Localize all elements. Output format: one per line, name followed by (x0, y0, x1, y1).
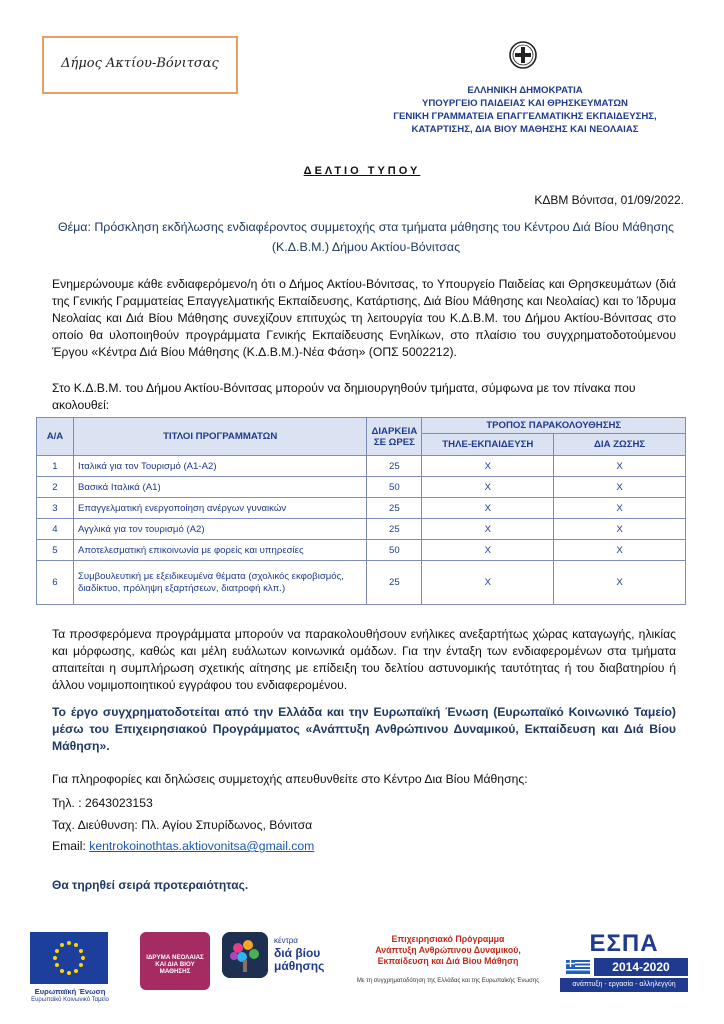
row-aa: 5 (37, 540, 74, 561)
priority-note: Θα τηρηθεί σειρά προτεραιότητας. (52, 878, 249, 892)
dateline: ΚΔΒΜ Βόνιτσα, 01/09/2022. (534, 193, 684, 207)
header-remote: ΤΗΛΕ-ΕΚΠΑΙΔΕΥΣΗ (422, 434, 554, 456)
ministry-line: ΕΛΛΗΝΙΚΗ ΔΗΜΟΚΡΑΤΙΑ (467, 85, 583, 96)
email-link[interactable]: kentrokoinothtas.aktiovonitsa@gmail.com (89, 839, 315, 853)
eu-caption-sub: Ευρωπαϊκό Κοινωνικό Ταμείο (31, 997, 109, 1003)
table-row (37, 498, 686, 519)
municipality-label: Δήμος Ακτίου-Βόνιτσας (61, 56, 219, 71)
eu-flag-icon (30, 932, 108, 984)
row-title: Ιταλικά για τον Τουρισμό (Α1-Α2) (73, 456, 366, 477)
row-remote: Χ (422, 561, 554, 605)
row-title: Συμβουλευτική με εξειδικευμένα θέματα (σχολικός εκφοβισμός, διαδίκτυο, πρόληψη εξαρτήσεων, διατροφή κλπ.) (73, 561, 366, 605)
row-hours: 50 (367, 477, 422, 498)
kdvm-main-label-2: μάθησης (274, 959, 325, 973)
table-intro-paragraph: Στο Κ.Δ.Β.Μ. του Δήμου Ακτίου-Βόνιτσας μπορούν να δημιουργηθούν τμήματα, σύμφωνα με τον πίνακα που ακολουθεί: (52, 381, 636, 412)
row-title: Επαγγελματική ενεργοποίηση ανέργων γυναικών (73, 498, 366, 519)
row-hours: 25 (367, 519, 422, 540)
ministry-line: ΚΑΤΑΡΤΙΣΗΣ, ΔΙΑ ΒΙΟΥ ΜΑΘΗΣΗΣ ΚΑΙ ΝΕΟΛΑΙΑΣ (411, 124, 639, 135)
row-title: Αγγλικά για τον τουρισμό (Α2) (73, 519, 366, 540)
greek-emblem-icon (508, 40, 538, 70)
espa-tagline: ανάπτυξη - εργασία - αλληλεγγύη (560, 978, 688, 992)
table-row (37, 477, 686, 498)
ministry-line: ΓΕΝΙΚΗ ΓΡΑΜΜΑΤΕΙΑ ΕΠΑΓΓΕΛΜΑΤΙΚΗΣ ΕΚΠΑΙΔΕΥΣΗΣ, (393, 111, 657, 122)
table-row (37, 540, 686, 561)
row-live: Χ (554, 540, 686, 561)
row-live: Χ (554, 498, 686, 519)
row-hours: 25 (367, 561, 422, 605)
row-aa: 6 (37, 561, 74, 605)
header-duration: ΔΙΑΡΚΕΙΑ ΣΕ ΩΡΕΣ (367, 418, 422, 456)
espa-years: 2014-2020 (594, 958, 688, 976)
funding-paragraph: Το έργο συγχρηματοδοτείται από την Ελλάδα και την Ευρωπαϊκή Ένωση (Ευρωπαϊκό Κοινωνικό Ταμείο) μέσω του Επιχειρησιακού Προγράμματος «Ανάπτυξη Ανθρώπινου Δυναμικού, Εκπαίδευση και Διά Βίου Μάθηση». (52, 705, 676, 753)
row-remote: Χ (422, 498, 554, 519)
row-title: Αποτελεσματική επικοινωνία με φορείς και υπηρεσίες (73, 540, 366, 561)
row-aa: 4 (37, 519, 74, 540)
eu-caption-title: Ευρωπαϊκή Ένωση (34, 987, 106, 996)
kdvm-main-label-1: διά βίου (274, 946, 321, 960)
row-hours: 25 (367, 456, 422, 477)
operational-programme-logo (344, 934, 552, 967)
espa-title: ΕΣΠΑ (589, 930, 659, 957)
contact-email-row (52, 839, 314, 853)
contact-intro: Για πληροφορίες και δηλώσεις συμμετοχής απευθυνθείτε στο Κέντρο Δια Βίου Μάθησης: (52, 772, 528, 786)
lifelong-learning-tree-icon (222, 932, 268, 978)
table-row (37, 519, 686, 540)
table-row (37, 561, 686, 605)
op-caption: Με τη συγχρηματοδότηση της Ελλάδας και της Ευρωπαϊκής Ένωσης (356, 978, 540, 984)
email-label: Email: (52, 839, 90, 853)
espa-logo (560, 930, 688, 992)
row-aa: 3 (37, 498, 74, 519)
header-aa: Α/Α (37, 418, 74, 456)
row-live: Χ (554, 561, 686, 605)
header-mode: ΤΡΟΠΟΣ ΠΑΡΑΚΟΛΟΥΘΗΣΗΣ (422, 418, 686, 434)
contact-address: Ταχ. Διεύθυνση: Πλ. Αγίου Σπυρίδωνος, Βόνιτσα (52, 818, 313, 832)
municipality-logo-box (42, 36, 238, 94)
row-remote: Χ (422, 477, 554, 498)
row-hours: 50 (367, 540, 422, 561)
contact-phone: Τηλ. : 2643023153 (52, 796, 153, 810)
ministry-line: ΥΠΟΥΡΓΕΙΟ ΠΑΙΔΕΙΑΣ ΚΑΙ ΘΡΗΣΚΕΥΜΑΤΩΝ (421, 98, 628, 109)
header-titles: ΤΙΤΛΟΙ ΠΡΟΓΡΑΜΜΑΤΩΝ (73, 418, 366, 456)
op-line: Ανάπτυξη Ανθρώπινου Δυναμικού, (375, 945, 521, 955)
youth-foundation-logo (140, 932, 210, 990)
programs-table (36, 417, 686, 605)
eligibility-paragraph: Τα προσφερόμενα προγράμματα μπορούν να παρακολουθήσουν ενήλικες ανεξαρτήτως χώρας καταγωγής, ηλικίας και μόρφωσης, καθώς και μέλη ευάλωτων κοινωνικά ομάδων. Για την ένταξη των ενδιαφερομένων στα τμήματα απαιτείται η συμπλήρωση σχετικής αίτησης με επίδειξη του δελτίου αστυνομικής ταυτότητας ή του διαβατηρίου ή άλλου νομιμοποιητικού εγγράφου του ενδιαφερομένου. (52, 627, 676, 692)
lifelong-learning-logo-text (274, 934, 324, 973)
press-release-title: ΔΕΛΤΙΟ ΤΥΠΟΥ (303, 165, 421, 177)
youth-logo-text: ΙΔΡΥΜΑ ΝΕΟΛΑΙΑΣ ΚΑΙ ΔΙΑ ΒΙΟΥ ΜΑΘΗΣΗΣ (146, 954, 204, 975)
row-remote: Χ (422, 540, 554, 561)
row-title: Βασικά Ιταλικά (Α1) (73, 477, 366, 498)
row-aa: 1 (37, 456, 74, 477)
row-remote: Χ (422, 456, 554, 477)
eu-caption (22, 987, 118, 1005)
intro-paragraph: Ενημερώνουμε κάθε ενδιαφερόμενο/η ότι ο Δήμος Ακτίου-Βόνιτσας, το Υπουργείο Παιδείας και Θρησκευμάτων (διά της Γενικής Γραμματείας Επαγγελματικής Εκπαίδευσης, Κατάρτισης, Διά Βίου Μάθησης και Νεολαίας) και το Ίδρυμα Νεολαίας και Διά Βίου Μάθησης συνεχίζουν επιτυχώς τη λειτουργία του Κ.Δ.Β.Μ. του Δήμου Ακτίου-Βόνιτσας στο οποίο θα υλοποιηθούν προγράμματα Γενικής Εκπαίδευσης Ενηλίκων, στο πλαίσιο του συγχρηματοδοτούμενου Έργου «Κέντρα Διά Βίου Μάθησης (Κ.Δ.Β.Μ.)-Νέα Φάση» (ΟΠΣ 5002212). (52, 277, 676, 359)
ministry-heading (360, 84, 690, 136)
subject-line: Θέμα: Πρόσκληση εκδήλωσης ενδιαφέροντος συμμετοχής στα τμήματα μάθησης του Κέντρου Διά Βίου Μάθησης (Κ.Δ.Β.Μ.) Δήμου Ακτίου-Βόνιτσας (58, 220, 674, 254)
op-line: Εκπαίδευση και Διά Βίου Μάθηση (377, 956, 519, 966)
row-live: Χ (554, 477, 686, 498)
kdvm-small-label: κέντρα (274, 936, 298, 945)
row-hours: 25 (367, 498, 422, 519)
row-remote: Χ (422, 519, 554, 540)
row-live: Χ (554, 456, 686, 477)
greek-flag-icon (566, 960, 590, 974)
op-line: Επιχειρησιακό Πρόγραμμα (391, 934, 505, 944)
row-live: Χ (554, 519, 686, 540)
table-row (37, 456, 686, 477)
row-aa: 2 (37, 477, 74, 498)
header-live: ΔΙΑ ΖΩΣΗΣ (554, 434, 686, 456)
